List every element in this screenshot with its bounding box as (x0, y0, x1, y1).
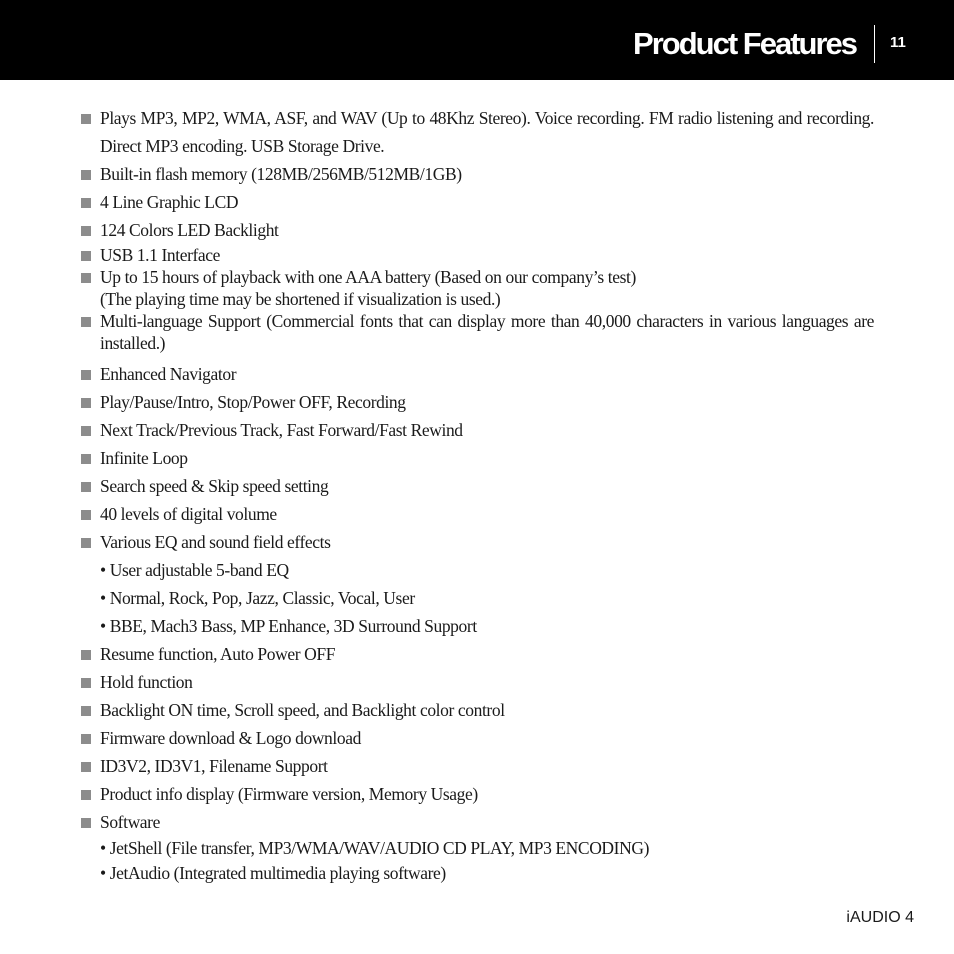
square-bullet-icon (81, 317, 91, 327)
item-text: 124 Colors LED Backlight (100, 220, 279, 240)
item-text: Next Track/Previous Track, Fast Forward/Fast Rewind (100, 420, 463, 440)
list-item (80, 724, 874, 752)
item-text: ID3V2, ID3V1, Filename Support (100, 756, 328, 776)
item-text: Multi-language Support (Commercial fonts that can display more than 40,000 characters in various languages are installed.) (100, 311, 874, 353)
list-item (80, 360, 874, 388)
list-item (80, 216, 874, 244)
list-item (80, 388, 874, 416)
square-bullet-icon (81, 650, 91, 660)
square-bullet-icon (81, 706, 91, 716)
page-title: Product Features (633, 26, 856, 61)
list-item (80, 780, 874, 808)
sub-item: • JetAudio (Integrated multimedia playing software) (100, 863, 446, 883)
list-item (80, 640, 874, 668)
square-bullet-icon (81, 538, 91, 548)
item-text: USB 1.1 Interface (100, 245, 221, 265)
list-item (80, 310, 874, 354)
square-bullet-icon (81, 818, 91, 828)
square-bullet-icon (81, 454, 91, 464)
header-bar (0, 0, 954, 80)
item-text: Play/Pause/Intro, Stop/Power OFF, Recording (100, 392, 406, 412)
list-item (80, 668, 874, 696)
item-note: (The playing time may be shortened if visualization is used.) (100, 289, 501, 309)
square-bullet-icon (81, 790, 91, 800)
list-item (80, 808, 874, 836)
list-item (80, 696, 874, 724)
footer-product-name: iAUDIO 4 (846, 909, 914, 926)
page-number: 11 (890, 34, 906, 51)
item-text: 4 Line Graphic LCD (100, 192, 239, 212)
sub-item: • User adjustable 5-band EQ (100, 560, 289, 580)
sub-item: • JetShell (File transfer, MP3/WMA/WAV/AUDIO CD PLAY, MP3 ENCODING) (100, 838, 649, 858)
square-bullet-icon (81, 198, 91, 208)
list-item (80, 104, 874, 160)
square-bullet-icon (81, 370, 91, 380)
list-item (80, 188, 874, 216)
square-bullet-icon (81, 510, 91, 520)
header-divider (874, 25, 875, 63)
item-text: Built-in flash memory (128MB/256MB/512MB/1GB) (100, 164, 462, 184)
list-item (80, 752, 874, 780)
item-text: Enhanced Navigator (100, 364, 237, 384)
item-text: Search speed & Skip speed setting (100, 476, 329, 496)
sub-item: • Normal, Rock, Pop, Jazz, Classic, Vocal, User (100, 588, 415, 608)
square-bullet-icon (81, 251, 91, 261)
square-bullet-icon (81, 426, 91, 436)
item-text: 40 levels of digital volume (100, 504, 277, 524)
square-bullet-icon (81, 734, 91, 744)
square-bullet-icon (81, 170, 91, 180)
list-item (80, 472, 874, 500)
list-item (80, 500, 874, 528)
square-bullet-icon (81, 398, 91, 408)
square-bullet-icon (81, 482, 91, 492)
list-item (80, 416, 874, 444)
square-bullet-icon (81, 114, 91, 124)
item-text: Product info display (Firmware version, Memory Usage) (100, 784, 478, 804)
list-item (80, 266, 874, 310)
square-bullet-icon (81, 226, 91, 236)
feature-list (80, 104, 874, 886)
item-text: Various EQ and sound field effects (100, 532, 331, 552)
list-item (80, 528, 874, 556)
sub-item: • BBE, Mach3 Bass, MP Enhance, 3D Surround Support (100, 616, 477, 636)
item-text: Hold function (100, 672, 193, 692)
item-text: Plays MP3, MP2, WMA, ASF, and WAV (Up to 48Khz Stereo). Voice recording. FM radio listening and recording. Direct MP3 encoding. USB Storage Drive. (100, 108, 874, 156)
list-item (80, 244, 874, 266)
list-item (80, 160, 874, 188)
item-text: Software (100, 812, 160, 832)
item-text: Firmware download & Logo download (100, 728, 361, 748)
square-bullet-icon (81, 273, 91, 283)
square-bullet-icon (81, 678, 91, 688)
item-text: Backlight ON time, Scroll speed, and Backlight color control (100, 700, 505, 720)
item-text: Resume function, Auto Power OFF (100, 644, 336, 664)
list-item (80, 444, 874, 472)
item-text: Infinite Loop (100, 448, 188, 468)
item-text: Up to 15 hours of playback with one AAA battery (Based on our company’s test) (100, 267, 636, 287)
square-bullet-icon (81, 762, 91, 772)
